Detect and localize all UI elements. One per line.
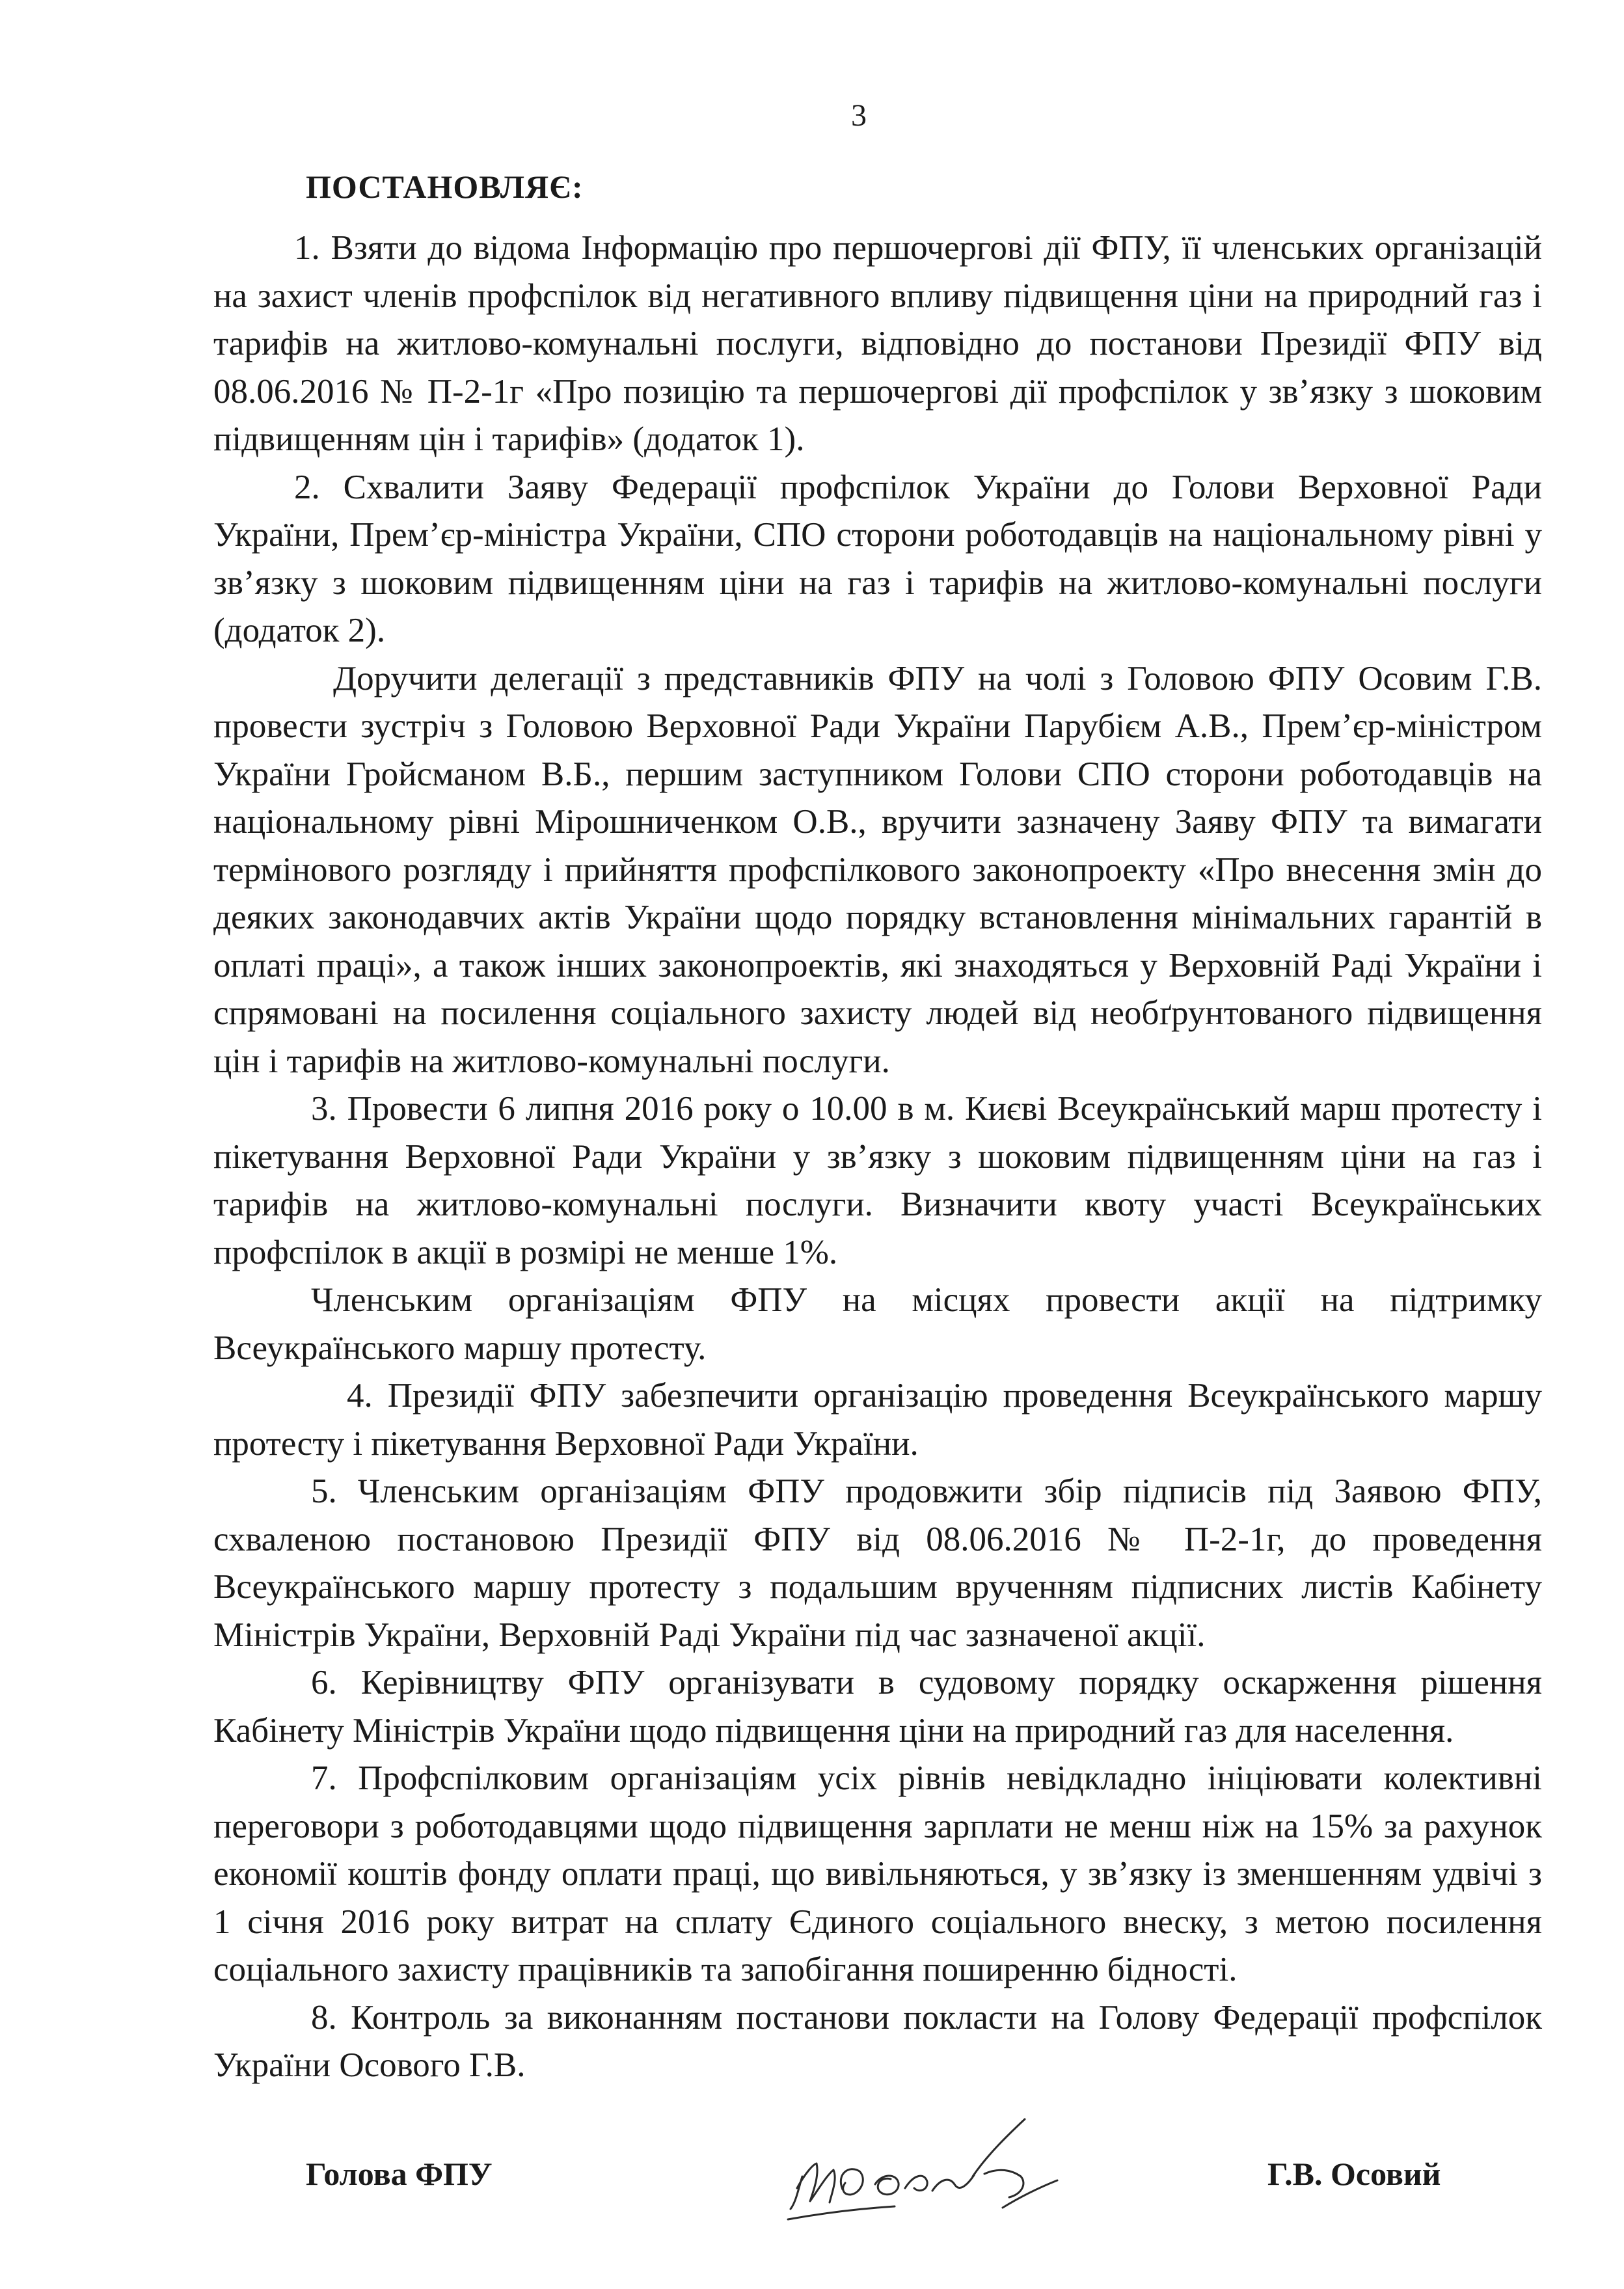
paragraph-member-orgs: Членським організаціям ФПУ на місцях провести акції на підтримку Всеукраїнського маршу протесту. (213, 1281, 1542, 1367)
page-number: 3 (851, 98, 867, 133)
resolution-body (213, 224, 1542, 2090)
paragraph-item-8: 8. Контроль за виконанням постанови покласти на Голову Федерації профспілок України Осового Г.В. (213, 1998, 1542, 2084)
paragraph-item-3: 3. Провести 6 липня 2016 року о 10.00 в м. Києві Всеукраїнський марш протесту і пікетування Верховної Ради України у зв’язку з шоковим підвищенням ціни на газ і тарифів на житлово-комунальні послуги. Визначити квоту участі Всеукраїнських профспілок в акції в розмірі не менше 1%. (213, 1090, 1542, 1271)
signatory-name: Г.В. Осовий (1267, 2156, 1441, 2192)
paragraph-item-6: 6. Керівництву ФПУ організувати в судовому порядку оскарження рішення Кабінету Міністрів України щодо підвищення ціни на природний газ для населення. (213, 1664, 1542, 1750)
handwritten-signature (778, 2111, 1142, 2228)
paragraph-item-2: 2. Схвалити Заяву Федерації профспілок України до Голови Верховної Ради України, Прем’єр-міністра України, СПО сторони роботодавців на національному рівні у зв’язку з шоковим підвищенням ціни на газ і тарифів на житлово-комунальні послуги (додаток 2). (213, 468, 1542, 649)
resolution-heading: ПОСТАНОВЛЯЄ: (306, 169, 584, 205)
paragraph-item-4: 4. Президії ФПУ забезпечити організацію проведення Всеукраїнського маршу протесту і пікетування Верховної Ради України. (213, 1377, 1542, 1463)
paragraph-item-1: 1. Взяти до відома Інформацію про першочергові дії ФПУ, її членських організацій на захист членів профспілок від негативного впливу підвищення ціни на природний газ і тарифів на житлово-комунальні послуги, відповідно до постанови Президії ФПУ від 08.06.2016 № П-2-1г «Про позицію та першочергові дії профспілок у зв’язку з шоковим підвищенням цін і тарифів» (додаток 1). (213, 229, 1542, 458)
paragraph-item-7: 7. Профспілковим організаціям усіх рівнів невідкладно ініціювати колективні переговори з роботодавцями щодо підвищення зарплати не менш ніж на 15% за рахунок економії коштів фонду оплати праці, що вивільняються, у зв’язку із зменшенням удвічі з 1 січня 2016 року витрат на сплату Єдиного соціального внеску, з метою посилення соціального захисту працівників та запобігання поширенню бідності. (213, 1759, 1542, 1988)
paragraph-instruct-delegation: Доручити делегації з представників ФПУ на чолі з Головою ФПУ Осовим Г.В. провести зустріч з Головою Верховної Ради України Парубієм А.В., Прем’єр-міністром України Гройсманом В.Б., першим заступником Голови СПО сторони роботодавців на національному рівні Мірошниченком О.В., вручити зазначену Заяву ФПУ та вимагати термінового розгляду і прийняття профспілкового законопроекту «Про внесення змін до деяких законодавчих актів України щодо порядку встановлення мінімальних гарантій в оплаті праці», а також інших законопроектів, які знаходяться у Верховній Раді України і спрямовані на посилення соціального захисту людей від необґрунтованого підвищення цін і тарифів на житлово-комунальні послуги. (213, 659, 1542, 1080)
signatory-title: Голова ФПУ (306, 2156, 493, 2192)
paragraph-item-5: 5. Членським організаціям ФПУ продовжити збір підписів під Заявою ФПУ, схваленою постановою Президії ФПУ від 08.06.2016 № П-2-1г, до проведення Всеукраїнського маршу протесту з подальшим врученням підписних листів Кабінету Міністрів України, Верховній Раді України під час зазначеної акції. (213, 1472, 1542, 1654)
